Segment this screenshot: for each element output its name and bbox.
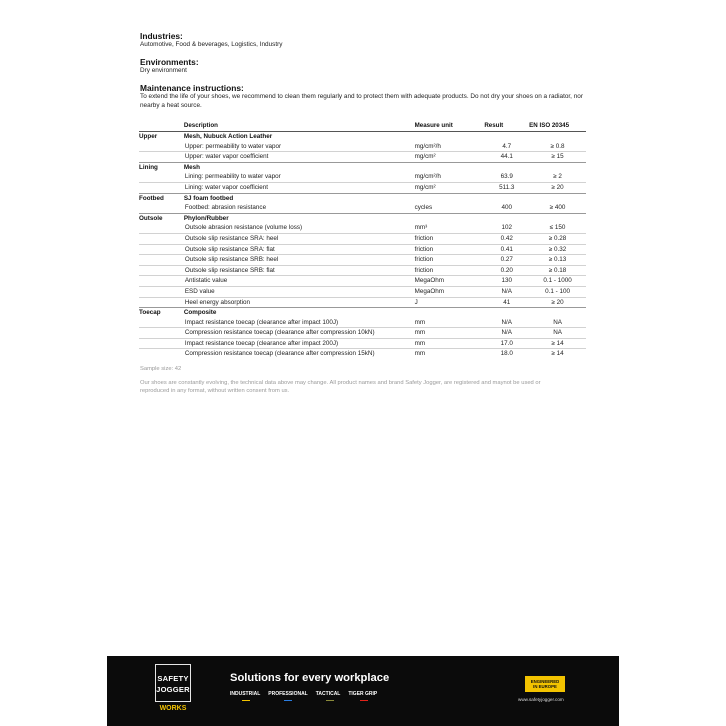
row-result: 17.0 xyxy=(484,338,529,349)
empty-cell xyxy=(529,193,586,203)
table-row xyxy=(139,318,586,328)
row-standard: ≥ 20 xyxy=(529,182,586,193)
row-result: 63.9 xyxy=(500,173,513,181)
row-unit: mg/cm²/h xyxy=(414,142,441,150)
row-unit: mm xyxy=(415,328,485,339)
row-description: Outsole slip resistance SRA: flat xyxy=(184,244,415,255)
row-description: Upper: water vapor coefficient xyxy=(184,152,415,163)
group-category: Toecap xyxy=(139,309,161,317)
empty-cell xyxy=(484,308,529,318)
row-unit: mg/cm²/h xyxy=(414,173,441,181)
empty-cell xyxy=(529,308,586,318)
footer-category xyxy=(348,691,377,697)
table-row xyxy=(139,286,586,297)
row-standard: ≥ 0.8 xyxy=(550,142,565,150)
empty-cell xyxy=(529,213,586,223)
engineered-in-europe-badge xyxy=(525,676,565,692)
empty-cell xyxy=(139,182,184,193)
row-standard: ≥ 14 xyxy=(529,338,586,349)
safety-jogger-logo xyxy=(155,664,191,718)
header-unit: Measure unit xyxy=(414,122,453,129)
header-description: Description xyxy=(183,122,218,129)
row-standard: NA xyxy=(553,318,562,326)
empty-cell xyxy=(484,132,529,142)
badge-line-2: IN EUROPE xyxy=(533,684,557,690)
footer-url: www.safetyjogger.com xyxy=(518,697,564,702)
table-row xyxy=(139,203,586,213)
empty-cell xyxy=(415,162,485,172)
disclaimer-line-2: reproduced in any format, without written consent from us. xyxy=(140,388,290,394)
empty-cell xyxy=(415,132,485,142)
footer-category-underline xyxy=(242,700,250,701)
empty-cell xyxy=(139,318,184,328)
table-row xyxy=(139,276,586,287)
row-result: 4.7 xyxy=(502,142,512,150)
row-unit: J xyxy=(415,297,485,308)
row-unit: friction xyxy=(415,255,485,266)
header-category xyxy=(139,121,184,132)
table-row xyxy=(139,349,586,359)
row-standard: ≥ 0.32 xyxy=(529,244,586,255)
table-row xyxy=(139,233,586,244)
empty-cell xyxy=(139,152,184,163)
empty-cell xyxy=(139,142,184,152)
footer-category-label: TACTICAL xyxy=(315,691,341,697)
footer-category-label: TIGER GRIP xyxy=(348,691,378,697)
group-category: Footbed xyxy=(139,194,164,202)
row-description: Impact resistance toecap (clearance after impact 100J) xyxy=(184,318,339,326)
logo-frame xyxy=(155,664,191,702)
table-group-row xyxy=(139,308,586,318)
row-description: Compression resistance toecap (clearance after compression 15kN) xyxy=(184,349,415,359)
row-standard: ≥ 14 xyxy=(529,349,586,359)
table-row xyxy=(139,255,586,266)
row-unit: mg/cm² xyxy=(415,152,485,163)
empty-cell xyxy=(415,193,485,203)
footer-category-underline xyxy=(326,700,334,701)
table-row xyxy=(139,297,586,308)
empty-cell xyxy=(415,213,485,223)
row-unit: cycles xyxy=(414,204,433,212)
row-unit: friction xyxy=(415,233,485,244)
row-unit: mm xyxy=(415,349,485,359)
row-result: 0.42 xyxy=(484,233,529,244)
empty-cell xyxy=(139,349,184,359)
logo-line-2: JOGGER xyxy=(156,685,190,694)
footer-category xyxy=(268,691,307,697)
header-result: Result xyxy=(484,122,504,129)
row-result: 102 xyxy=(501,224,512,232)
row-standard: ≥ 0.13 xyxy=(529,255,586,266)
empty-cell xyxy=(529,162,586,172)
empty-cell xyxy=(484,162,529,172)
industries-text: Automotive, Food & beverages, Logistics, Industry xyxy=(140,41,283,48)
row-standard: ≥ 400 xyxy=(549,204,566,212)
empty-cell xyxy=(415,308,485,318)
row-description: Outsole slip resistance SRB: heel xyxy=(184,255,415,266)
row-unit: mg/cm² xyxy=(415,182,485,193)
group-category: Lining xyxy=(139,163,158,171)
footer-category xyxy=(316,691,341,697)
row-standard: 0.1 - 100 xyxy=(529,286,586,297)
empty-cell xyxy=(139,276,184,287)
empty-cell xyxy=(139,233,184,244)
row-unit: MegaOhm xyxy=(415,286,485,297)
footer-tagline: Solutions for every workplace xyxy=(230,672,390,684)
table-row xyxy=(139,338,586,349)
group-category: Outsole xyxy=(139,214,163,222)
spec-table-body xyxy=(139,132,586,360)
row-result: N/A xyxy=(501,318,512,326)
row-description: ESD value xyxy=(184,286,415,297)
group-title: Phylon/Rubber xyxy=(183,214,229,222)
table-row xyxy=(139,182,586,193)
group-title: SJ foam footbed xyxy=(183,194,234,202)
header-standard: EN ISO 20345 xyxy=(529,122,570,129)
row-description: Heel energy absorption xyxy=(184,297,415,308)
row-unit: mm xyxy=(415,338,485,349)
table-group-row xyxy=(139,193,586,203)
table-group-row xyxy=(139,162,586,172)
row-unit: MegaOhm xyxy=(415,276,485,287)
maintenance-heading: Maintenance instructions: xyxy=(140,83,244,93)
logo-line-1: SAFETY xyxy=(157,674,189,683)
row-standard: ≥ 15 xyxy=(529,152,586,163)
row-standard: NA xyxy=(529,328,586,339)
empty-cell xyxy=(139,265,184,276)
environments-heading: Environments: xyxy=(140,57,199,67)
empty-cell xyxy=(139,297,184,308)
table-row xyxy=(139,265,586,276)
table-group-row xyxy=(139,132,586,142)
table-row xyxy=(139,152,586,163)
table-row xyxy=(139,172,586,182)
sample-size: Sample size: 42 xyxy=(140,366,182,372)
table-group-row xyxy=(139,213,586,223)
empty-cell xyxy=(139,203,184,213)
row-description: Lining: water vapor coefficient xyxy=(184,182,415,193)
row-standard: 0.1 - 1000 xyxy=(529,276,586,287)
group-title: Mesh xyxy=(183,163,200,171)
row-result: 41 xyxy=(484,297,529,308)
group-category: Upper xyxy=(139,133,158,140)
industries-heading: Industries: xyxy=(140,31,183,41)
empty-cell xyxy=(484,213,529,223)
row-result: 44.1 xyxy=(484,152,529,163)
empty-cell xyxy=(139,338,184,349)
row-unit: mm xyxy=(414,318,426,326)
empty-cell xyxy=(139,255,184,266)
spec-table-header xyxy=(139,121,586,132)
row-description: Antistatic value xyxy=(184,276,415,287)
empty-cell xyxy=(139,172,184,182)
group-title: Composite xyxy=(183,309,217,317)
row-standard: ≥ 20 xyxy=(529,297,586,308)
empty-cell xyxy=(484,193,529,203)
row-description: Outsole slip resistance SRA: heel xyxy=(184,233,415,244)
table-row xyxy=(139,142,586,152)
footer-category-label: PROFESSIONAL xyxy=(268,691,308,697)
row-unit: mm³ xyxy=(414,224,428,232)
row-unit: friction xyxy=(415,244,485,255)
row-result: N/A xyxy=(484,328,529,339)
footer-banner xyxy=(107,656,619,726)
empty-cell xyxy=(139,328,184,339)
footer-category-underline xyxy=(360,700,368,701)
row-description: Outsole slip resistance SRB: flat xyxy=(184,265,415,276)
row-description: Impact resistance toecap (clearance after impact 200J) xyxy=(184,338,415,349)
row-result: 0.41 xyxy=(484,244,529,255)
row-standard: ≥ 0.28 xyxy=(529,233,586,244)
badge-line-1: ENGINEERED xyxy=(530,679,560,684)
row-standard: ≥ 2 xyxy=(553,173,562,181)
row-description: Lining: permeability to water vapor xyxy=(184,173,281,181)
row-result: 0.20 xyxy=(484,265,529,276)
table-row xyxy=(139,223,586,233)
row-unit: friction xyxy=(415,265,485,276)
empty-cell xyxy=(529,132,586,142)
row-description: Footbed: abrasion resistance xyxy=(184,204,267,212)
spec-table xyxy=(139,121,586,359)
empty-cell xyxy=(139,223,184,233)
row-description: Compression resistance toecap (clearance after compression 10kN) xyxy=(184,328,415,339)
row-result: 400 xyxy=(501,204,512,212)
footer-category-underline xyxy=(284,700,292,701)
logo-line-3: WORKS xyxy=(159,705,187,712)
row-result: 18.0 xyxy=(484,349,529,359)
row-result: N/A xyxy=(484,286,529,297)
footer-category-label: INDUSTRIAL xyxy=(230,691,261,697)
row-result: 0.27 xyxy=(484,255,529,266)
disclaimer-line-1: Our shoes are constantly evolving, the technical data above may change. All product names and brand Safety Jogger, are registered and maynot be used or xyxy=(140,380,541,386)
row-description: Upper: permeability to water vapor xyxy=(184,142,282,150)
environments-text: Dry environment xyxy=(140,67,187,74)
maintenance-text: To extend the life of your shoes, we recommend to clean them regularly and to protect them with adequate products. Do not dry your shoes on a radiator, nor nearby a heat source. xyxy=(140,93,583,109)
row-result: 130 xyxy=(484,276,529,287)
group-title: Mesh, Nubuck Action Leather xyxy=(183,133,273,140)
row-description: Outsole abrasion resistance (volume loss) xyxy=(184,224,303,232)
empty-cell xyxy=(139,244,184,255)
row-result: 511.3 xyxy=(484,182,529,193)
row-standard: ≥ 0.18 xyxy=(529,265,586,276)
empty-cell xyxy=(139,286,184,297)
footer-category xyxy=(230,691,260,697)
row-standard: ≤ 150 xyxy=(549,224,566,232)
table-row xyxy=(139,328,586,339)
table-row xyxy=(139,244,586,255)
footer-categories xyxy=(230,691,377,697)
